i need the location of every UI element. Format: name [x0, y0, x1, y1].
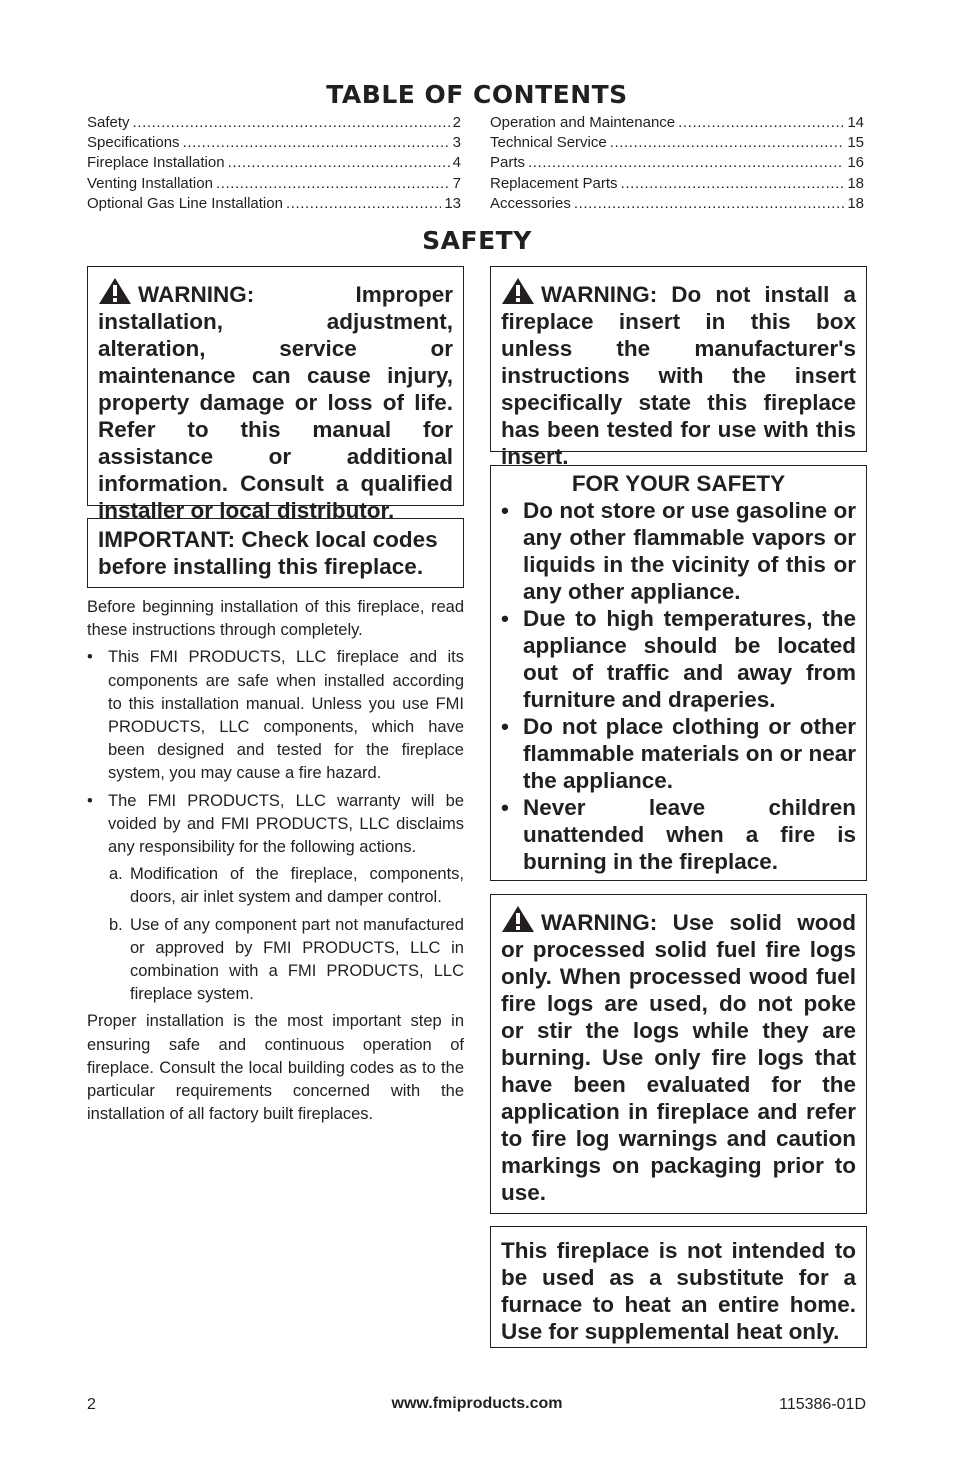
important-box: [87, 518, 464, 588]
toc-leader: [610, 133, 845, 153]
closing-paragraph: Proper installation is the most important step in ensuring safe and continuous operation of fireplace. Consult the local building codes as to the particular requirements concerned with the installation of all factory built fireplaces.: [87, 1012, 464, 1124]
sub-list-item: [87, 914, 464, 1007]
toc-page: 15: [847, 134, 864, 152]
toc-label: Venting Installation: [87, 174, 213, 192]
toc-label: Parts: [490, 154, 526, 172]
bullet-marker: •: [501, 498, 509, 523]
toc-page: 2: [452, 114, 461, 131]
page-number: 2: [87, 1396, 96, 1413]
list-item: [501, 497, 856, 605]
bullet-marker: •: [87, 791, 93, 810]
warning-text: WARNING: Use solid wood or processed solid fuel fire logs only. When processed wood fuel fire logs are used, do not poke or stir the logs while they are burning. Use only fire logs that have been evaluated for the application in fireplace and refer to fire log warnings and caution markings on packaging prior to use.: [501, 910, 856, 1205]
supplemental-text: This fireplace is not intended to be used as a substitute for a furnace to heat an entire home. Use for supplemental heat only.: [501, 1238, 856, 1344]
list-item-text: Do not store or use gasoline or any other flammable vapors or liquids in the vicinity of this or any other appliance.: [523, 498, 856, 604]
toc-entry[interactable]: [490, 113, 864, 133]
toc-left-column: [87, 113, 461, 214]
list-item: [501, 794, 856, 875]
document-code: 115386-01D: [779, 1396, 866, 1413]
toc-page: 3: [452, 134, 461, 152]
toc-page: 7: [452, 174, 461, 192]
toc-right-column: [490, 113, 864, 214]
bullet-marker: •: [501, 714, 509, 739]
important-text: IMPORTANT: Check local codes before installing this fireplace.: [98, 527, 438, 579]
sub-item-letter: b.: [109, 915, 123, 934]
toc-leader: [183, 133, 450, 153]
bullet-marker: •: [87, 648, 93, 667]
warning-triangle-icon: [501, 277, 535, 305]
list-item-text: This FMI PRODUCTS, LLC fireplace and its components are safe when installed according to this installation manual. Unless you use FMI PRODUCTS, LLC components, which have been designed and tested for the fireplace system, you may cause a fire hazard.: [108, 648, 464, 783]
toc-leader: [133, 113, 450, 133]
warning-box-insert: [490, 266, 867, 469]
toc-leader: [228, 153, 450, 173]
toc-leader: [574, 194, 844, 214]
toc-entry[interactable]: [87, 133, 461, 153]
sub-list-item: [87, 863, 464, 909]
toc-page: 13: [444, 194, 461, 212]
toc-label: Safety: [87, 114, 130, 131]
bullet-marker: •: [501, 795, 509, 820]
list-item: [87, 790, 464, 860]
toc-title: TABLE OF CONTENTS: [326, 80, 628, 109]
list-item-text: Due to high temperatures, the appliance should be located out of traffic and away from furniture and draperies.: [523, 606, 856, 712]
toc-entry[interactable]: [87, 153, 461, 173]
toc-leader: [286, 194, 441, 214]
list-item-text: The FMI PRODUCTS, LLC warranty will be voided by and FMI PRODUCTS, LLC disclaims any responsibility for the following actions.: [108, 791, 464, 857]
list-item: [501, 713, 856, 794]
list-item-text: Do not place clothing or other flammable materials on or near the appliance.: [523, 714, 856, 793]
toc-label: Accessories: [490, 194, 571, 212]
for-your-safety-box: [490, 465, 867, 881]
warning-triangle-icon: [98, 277, 132, 305]
warning-triangle-icon: [501, 905, 535, 933]
toc-page: 4: [452, 154, 461, 172]
toc-entry[interactable]: [490, 153, 864, 173]
toc-page: 14: [847, 114, 864, 131]
for-your-safety-heading: FOR YOUR SAFETY: [571, 471, 786, 496]
warning-box-fire-logs: [490, 894, 867, 1214]
toc-label: Optional Gas Line Installation: [87, 194, 283, 212]
list-item: [501, 605, 856, 713]
website-url[interactable]: www.fmiproducts.com: [391, 1395, 563, 1412]
toc-label: Replacement Parts: [490, 174, 618, 192]
intro-paragraph: Before beginning installation of this fireplace, read these instructions through completely.: [87, 598, 464, 640]
toc-label: Specifications: [87, 134, 180, 152]
sub-item-text: Use of any component part not manufactured or approved by FMI PRODUCTS, LLC in combination with a FMI PRODUCTS, LLC fireplace system.: [130, 915, 464, 1004]
toc-page: 18: [847, 174, 864, 192]
toc-page: 18: [847, 194, 864, 212]
toc-leader: [528, 153, 844, 173]
toc-entry[interactable]: [87, 194, 461, 214]
toc-entry[interactable]: [87, 174, 461, 194]
sub-item-text: Modification of the fireplace, components, doors, air inlet system and damper control.: [130, 865, 464, 907]
toc-leader: [678, 113, 844, 133]
warning-text: WARNING: Do not install a fireplace insert in this box unless the manufacturer's instructions with the insert specifically state this fireplace has been tested for use with this insert.: [501, 282, 856, 469]
list-item: [87, 646, 464, 785]
supplemental-heat-box: [490, 1226, 867, 1348]
installation-body-text: [87, 596, 464, 1126]
warning-text: WARNING: Improper installation, adjustment, alteration, service or maintenance can cause injury, property damage or loss of life. Refer to this manual for assistance or additional information. Consult a qualified installer or local distributor.: [98, 282, 453, 523]
toc-entry[interactable]: [490, 133, 864, 153]
toc-label: Operation and Maintenance: [490, 114, 676, 131]
toc-label: Technical Service: [490, 134, 607, 152]
toc-leader: [216, 174, 450, 194]
list-item-text: Never leave children unattended when a fire is burning in the fireplace.: [523, 795, 856, 874]
safety-list: [501, 497, 856, 875]
toc-label: Fireplace Installation: [87, 154, 225, 172]
toc-page: 16: [847, 154, 864, 172]
sub-item-letter: a.: [109, 865, 123, 884]
toc-entry[interactable]: [490, 194, 864, 214]
toc-leader: [621, 174, 845, 194]
warning-box-installation: [87, 266, 464, 523]
bullet-marker: •: [501, 606, 509, 631]
toc-entry[interactable]: [87, 113, 461, 133]
toc-entry[interactable]: [490, 174, 864, 194]
safety-title: SAFETY: [422, 226, 532, 255]
